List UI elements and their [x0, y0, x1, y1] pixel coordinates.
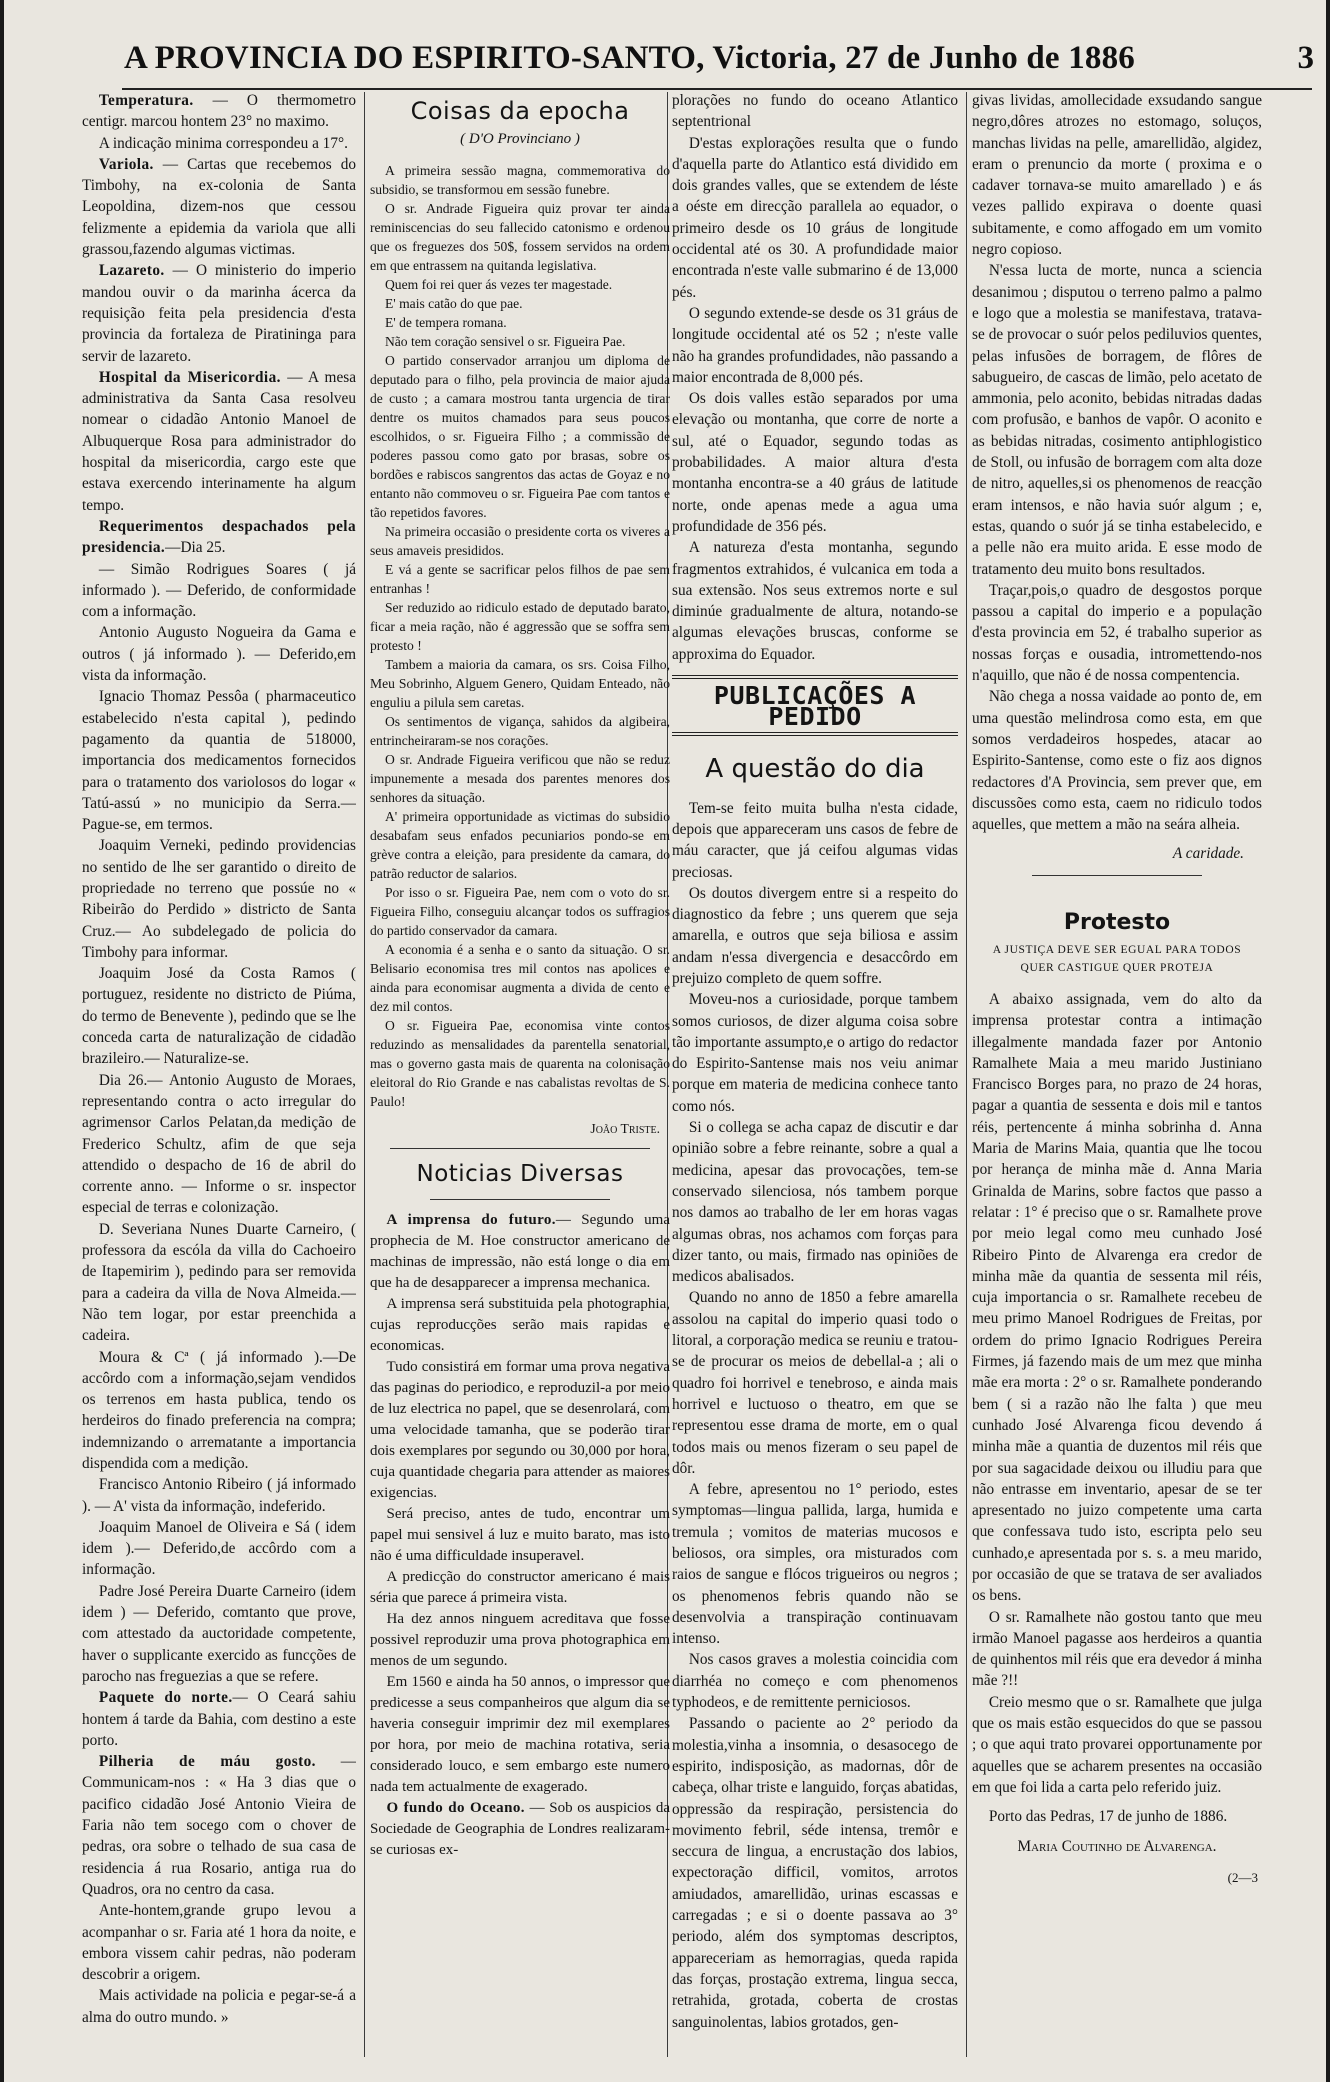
article-paragraph: Joaquim Manoel de Oliveira e Sá ( idem idem ).— Deferido,de accôrdo com a informação.: [82, 1518, 356, 1579]
article-text: — O Ceará sahiu hontem á tarde da Bahia, com destino a este porto.: [82, 1689, 356, 1749]
article-paragraph: Joaquim José da Costa Ramos ( portuguez, residente no districto de Piúma, do termo de Benevente ), pedindo que se lhe conceda carta de naturalização de cidadão brazileiro.— Naturalize-se.: [82, 965, 356, 1068]
article-paragraph: A primeira sessão magna, commemorativa do subsidio, se transformou em sessão funebre.: [370, 163, 670, 197]
article-paquete: [82, 1687, 356, 1751]
section-title: Noticias Diversas: [416, 1161, 624, 1187]
article-imprensa: [370, 1210, 670, 1294]
article-paragraph: Os doutos divergem entre si a respeito do diagnostico da febre ; uns querem que seja amarella, e outros que seja biliosa e assim andam n'essa divergencia e desaccôrdo em prejuizo completo de quem soffre.: [672, 884, 958, 987]
article-paragraph: D. Severiana Nunes Duarte Carneiro, ( professora da escóla da villa do Cachoeiro de Itapemirim ), pedindo para ser removida para a cadeira da villa de Nova Almeida.—Não tem logar, por estar preenchida a cadeira.: [82, 1220, 356, 1345]
section-title: Protesto: [1063, 909, 1171, 935]
article-text: — Communicam-nos : « Ha 3 dias que o pacifico cidadão José Antonio Vieira de Faria não tem socego com o chover de pedras, ora sobre o telhado de sua casa de residencia á rua Rosario, antiga rua do Quadros, ora no centro da casa.: [82, 1753, 356, 1898]
article-heading: Variola.: [98, 155, 154, 173]
article-paragraph: E vá a gente se sacrificar pelos filhos de pae sem entranhas !: [370, 562, 670, 596]
signature: Maria Coutinho de Alvarenga.: [1017, 1837, 1217, 1855]
article-paragraph: A natureza d'esta montanha, segundo fragmentos extrahidos, é vulcanica em toda a sua extensão. Nos seus extremos norte e sul diminúe gradualmente de altura, notando-se algumas elevações bruscas, conforme se approxima do Equador.: [672, 539, 958, 663]
epigraph-line: A JUSTIÇA DEVE SER EGUAL PARA TODOS: [992, 943, 1242, 956]
article-paragraph: givas lividas, amollecidade exsudando sangue negro,dôres atrozes no estomago, soluços, manchas lividas na pelle, amarellidão, algidez, eram o prenuncio da morte ( proxima e o cadaver tornava-se muito amarellado ) e ás vezes pallido expirava o doente quasi subitamente, e como affogado em um vomito negro copioso.: [972, 92, 1262, 259]
article-paragraph: Os sentimentos de vigança, sahidos da algibeira, entrincheiraram-se nos corações.: [370, 714, 670, 748]
article-paragraph: Ante-hontem,grande grupo levou a acompanhar o sr. Faria até 1 hora da noite, e embora vissem cahir pedras, não poderam descobrir a origem.: [82, 1902, 356, 1984]
article-paragraph: Nos casos graves a molestia coincidia com diarrhéa no começo e com phenomenos typhodeos, e de remittente perniciosos.: [672, 1651, 958, 1712]
section-title: A questão do dia: [705, 753, 925, 784]
article-lazareto: [82, 260, 356, 366]
article-paragraph: A economia é a senha e o santo da situação. O sr. Belisario economisa tres mil contos nas apolices e ainda para economisar augmenta a divida de cento e dez mil contos.: [370, 942, 670, 1014]
column-4: [972, 90, 1262, 2060]
article-paragraph: Ignacio Thomaz Pessôa ( pharmaceutico estabelecido n'esta capital ), pedindo pagamento da quantia de 518000, importancia dos medicamentos fornecidos para o tratamento dos variolosos do logar « Tatú-assú » no municipio da Serra.— Pague-se, em termos.: [82, 688, 356, 834]
masthead-title: A PROVINCIA DO ESPIRITO-SANTO, Victoria, 27 de Junho de 1886: [124, 40, 1136, 76]
article-text: — O ministerio do imperio mandou ouvir o da marinha ácerca da requisição feita pela presidencia d'esta provincia da fortaleza de Piratininga para servir de lazareto.: [82, 262, 356, 365]
article-paragraph: Quando no anno de 1850 a febre amarella assolou na capital do imperio quasi todo o litoral, a corporação medica se reuniu e tratou-se de procurar os meios de debellal-a ; ali o quadro foi horrivel e tenebroso, e ainda mais horrivel e luctuoso o theatro, em que se representou esse drama de morte, em o qual todos mais ou menos fizeram o seu papel de dôr.: [672, 1289, 958, 1477]
article-paragraph: Tem-se feito muita bulha n'esta cidade, depois que appareceram uns casos de febre de máu caracter, que já ceifou algumas vidas preciosas.: [672, 799, 958, 881]
article-paragraph: Creio mesmo que o sr. Ramalhete que julga que os mais estão esquecidos do que se passou ; o que aqui trato provarei opportunamente por aquelles que se acharem presentes na occasião em que foi lida a carta pelo referido juiz.: [972, 1693, 1262, 1796]
column-rule: [364, 92, 365, 2057]
article-heading: Lazareto.: [98, 262, 165, 280]
article-heading: Paquete do norte.: [98, 1689, 233, 1707]
article-paragraph: A predicção do constructor americano é mais séria que parece á primeira vista.: [370, 1569, 670, 1606]
section-divider: [430, 1199, 610, 1200]
article-pilheria: [82, 1751, 356, 1900]
article-paragraph: D'estas explorações resulta que o fundo d'aquella parte do Atlantico está dividido em dois grandes valles, que se extendem de léste a oéste em direcção parallela ao equador, o primeiro desde os 10 gráus de longitude occidental até os 30. A profundidade maior encontrada n'este valle submarino é de 13,000 pés.: [672, 134, 958, 301]
article-paragraph: O segundo extende-se desde os 31 gráus de longitude occidental até os 52 ; n'este valle não ha grandes profundidades, não passando a maior encontrada de 8,000 pés.: [672, 304, 958, 386]
noticias-body: [370, 1210, 670, 1861]
article-dateline: Porto das Pedras, 17 de junho de 1886.: [988, 1808, 1228, 1826]
article-paragraph: Mais actividade na policia e pegar-se-á a alma do outro mundo. »: [82, 1987, 356, 2026]
article-fundo: [370, 1798, 670, 1861]
page-header: [124, 32, 1314, 90]
article-paragraph: Não tem coração sensivel o sr. Figueira Pae.: [384, 334, 626, 349]
article-paragraph: Tambem a maioria da camara, os srs. Coisa Filho, Meu Sobrinho, Alguem Genero, Quidam Enteado, não enguliu a pilula sem caretas.: [370, 657, 670, 710]
article-text: — A mesa administrativa da Santa Casa resolveu nomear o cidadão Antonio Manoel de Albuquerque Rosa para administrador do hospital da misericordia, cargo este que estava exercendo interinamente ha algum tempo.: [82, 368, 356, 514]
insertion-mark: (2—3: [1227, 1869, 1258, 1885]
article-variola: [82, 154, 356, 260]
section-divider: [390, 1148, 650, 1149]
page-number: 3: [1297, 40, 1314, 76]
article-text: — Sob os auspicios da Sociedade de Geographia de Londres realizaram-se curiosas ex-: [370, 1800, 670, 1858]
article-heading: Pilheria de máu gosto.: [98, 1753, 316, 1771]
article-heading: Requerimentos despachados pela presidencia.: [82, 517, 356, 557]
article-text: — Segundo uma prophecia de M. Hoe constructor americano de machinas de impressão, não está longe o dia em que ha de desapparecer a imprensa mechanica.: [370, 1212, 670, 1291]
article-paragraph: Moura & Cª ( já informado ).—De accôrdo com a informação,sejam vendidos os terrenos em hasta publica, tendo os herdeiros do finado preferencia na compra; indemnizando o arrematante a importancia dispendida com a medição.: [82, 1348, 356, 1472]
article-paragraph: plorações no fundo do oceano Atlantico septentrional: [672, 92, 958, 131]
article-paragraph: Antonio Augusto Nogueira da Gama e outros ( já informado ). — Deferido,em vista da informação.: [82, 624, 356, 685]
article-heading: A imprensa do futuro.: [386, 1212, 556, 1228]
article-paragraph: Quem foi rei quer ás vezes ter magestade.: [384, 277, 613, 292]
article-text: — Cartas que recebemos do Timbohy, na ex-colonia de Santa Leopoldina, dizem-nos que cessou felizmente a epidemia da variola que alli grassou,fazendo algumas victimas.: [82, 155, 356, 259]
article-paragraph: Traçar,pois,o quadro de desgostos porque passou a capital do imperio e a população d'esta provincia em 52, é trabalho superior as nossas forças e ousadia, intromettendo-nos n'aquillo, que não é de nossa compentencia.: [972, 581, 1262, 685]
article-paragraph: Ser reduzido ao ridiculo estado de deputado barato, ficar a meia ração, não é aggressão que se soffra sem protesto !: [370, 600, 670, 653]
column-1: [82, 90, 356, 2060]
article-paragraph: Por isso o sr. Figueira Pae, nem com o voto do sr. Figueira Filho, conseguiu alcançar todos os suffragios do partido conservador da camara.: [370, 885, 670, 938]
signature: João Triste.: [590, 1121, 660, 1136]
article-text: — O thermometro centigr. marcou hontem 23° no maximo.: [82, 92, 356, 131]
article-paragraph: Não chega a nossa vaidade ao ponto de, em uma questão melindrosa como esta, em que somos verdadeiros hospedes, atacar ao Espirito-Santense, como este o fiz aos dignos redactores d'A Provincia, sem prever que, em discussões como esta, caem no ridiculo todos aquelles, que mettem a mão na seára alheia.: [972, 688, 1262, 834]
section-subtitle: ( D'O Provinciano ): [460, 131, 580, 147]
article-paragraph: Passando o paciente ao 2° periodo da molestia,vinha a insomnia, o desasocego de espirito, indisposição, as madornas, dôr de cabeça, olhar triste e languido, forças abatidas, oppressão da respiração, persistencia do movimento febril, séde intensa, tremôr e seccura de lingua, a encrustação dos labios, expectoração difficil, vomitos, arrotos amiudados, amarellidão, urinas escassas e carregadas ; e si o doente passava ao 3° periodo, além dos symptomas descriptos, appareceriam as hemorragias, queda rapida das forças, prostação extrema, lingua secca, retrahida, grotada, coberta de crostas sanguinolentas, labios grotados, gen-: [672, 1715, 958, 2031]
section-title: Coisas da epocha: [410, 97, 630, 125]
newspaper-page: [4, 0, 1326, 2082]
epigraph: [972, 941, 1262, 977]
article-paragraph: A abaixo assignada, vem do alto da imprensa protestar contra a intimação illegalmente mandada fazer por Antonio Ramalhete Maia a meu marido Justiniano Francisco Borges para, no prazo de 24 horas, pagar a quantia de sessenta e dois mil e tantos réis, pertencente á minha sobrinha d. Anna Maria de Marins Maia, quantia que lhe tocou por herança de minha mãe d. Anna Maria Grinalda de Marins, sobre factos que passo a relatar : 1° é preciso que o sr. Ramalhete prove por meio legal como meu cunhado José Ribeiro Pinto de Alvarenga era credor de minha mãe da quantia de sessenta mil réis, cuja importancia o sr. Ramalhete recebeu de meu primo Manoel Rodrigues de Freitas, por ordem do primo Ignacio Rodrigues Pereira Firmes, já fazendo mais de um mez que minha mãe era morta : 2° o sr. Ramalhete ponderando bem ( si a razão não lhe falta ) que meu cunhado José Alvarenga ficou devendo á minha mãe a quantia de duzentos mil réis que por sua sagacidade deixou ou illudiu para que não entrasse em inventario, apesar de se ter apresentado no juizo competente uma carta que confessava tudo isto, escripta pelo seu cunhado,e apresentada por s. s. a meu marido, por occasião de que se tratava de ser avaliados os bens.: [972, 990, 1262, 1605]
article-paragraph: Tudo consistirá em formar uma prova negativa das paginas do periodico, e reproduzil-a por meio de luz electrica no papel, que se desenrolará, com uma velocidade tamanha, que se poderão tirar dois exemplares por segundo ou 30,000 por hora, cuja quantidade chegaria para attender as maiores exigencias.: [370, 1359, 670, 1501]
article-paragraph: Em 1560 e ainda ha 50 annos, o impressor que predicesse a seus companheiros que algum dia se haveria conseguir imprimir dez mil exemplares por hora, por meio de machina rotativa, seria considerado louco, e sem embargo este numero nada tem actualmente de exagerado.: [370, 1674, 670, 1795]
article-paragraph: Na primeira occasião o presidente corta os viveres a seus amaveis presididos.: [370, 524, 670, 558]
column-3: [672, 90, 958, 2060]
article-paragraph: O partido conservador arranjou um diploma de deputado para o filho, pela provincia de maior ajuda de custo ; a camara mostrou tanta urgencia de tirar dentre os muitos chamados para seus poucos escolhidos, o sr. Figueira Filho ; a commissão de poderes passou como gato por brasas, sobre os bordões e rabiscos sangrentos das actas de Goyaz e no entanto não commoveu o sr. Figueira Pae com tantos e tão repetidos favores.: [370, 353, 670, 520]
publicacoes-a-pedido-banner: PUBLICAÇÕES A PEDIDO: [672, 675, 958, 736]
article-heading: Hospital da Misericordia.: [98, 368, 281, 386]
article-paragraph: N'essa lucta de morte, nunca a sciencia desanimou ; disputou o terreno palmo a palmo e logo que a molestia se manifestava, tratava-se de provocar o suór pelos pediluvios quentes, pelas infusões de borragem, de flôres de sabugueiro, de cascas de limão, pelo acetato de ammonia, pelo aconito, bebidas nitradas dadas com profusão, e banhos de vapôr. O aconito e as bebidas nitradas, cosimento antiphlogistico de Stoll, ou infusão de borragem com alta doze de nitro, aquelles,si os phenomenos de reacção eram intensos, e não havia suór algum ; e, estas, quando o suór já se tinha estabelecido, e a pelle não era muito arida. E esse modo de tratamento deu muito bons resultados.: [972, 262, 1262, 578]
article-paragraph: Moveu-nos a curiosidade, porque tambem somos curiosos, de dizer alguma coisa sobre tão importante assumpto,e o artigo do redactor do Espirito-Santense mais nos veiu animar porque em materia de medicina conhece tanto como nós.: [672, 991, 958, 1115]
article-paragraph: Será preciso, antes de tudo, encontrar um papel mui sensivel á luz e muito barato, mas isto não é uma difficuldade insuperavel.: [370, 1506, 670, 1564]
section-divider: [1032, 875, 1202, 876]
article-paragraph: E' mais catão do que pae.: [384, 296, 523, 311]
article-heading: O fundo do Oceano.: [386, 1800, 525, 1816]
article-paragraph: A indicação minima correspondeu a 17°.: [98, 134, 348, 152]
article-paragraph: Francisco Antonio Ribeiro ( já informado ). — A' vista da informação, indeferido.: [82, 1476, 356, 1515]
article-paragraph: A imprensa será substituida pela photographia, cujas reproducções serão mais rapidas e economicas.: [370, 1296, 670, 1354]
article-paragraph: O sr. Andrade Figueira quiz provar ter ainda reminiscencias do seu fallecido catonismo e ordenou que os freguezes dos 50$, fossem servidos na ordem em que entrassem na quitanda legislativa.: [370, 201, 670, 273]
article-paragraph: Padre José Pereira Duarte Carneiro (idem idem ) — Deferido, comtanto que prove, com attestado da auctoridade competente, haver o supplicante exercido as funcções de parocho nas freguezias a que se refere.: [82, 1582, 356, 1685]
article-paragraph: Si o collega se acha capaz de discutir e dar opinião sobre a febre reinante, sobre a qual a medicina, apesar das provocações, tem-se conservado silenciosa, nós tambem porque nos damos ao trabalho de ler em horas vagas algumas obras, nos achamos com forças para dizer tanto, ou mais, firmado nas opiniões de medicos abalisados.: [672, 1119, 958, 1286]
article-paragraph: — Simão Rodrigues Soares ( já informado ). — Deferido, de conformidade com a informação.: [82, 560, 356, 621]
article-paragraph: Ha dez annos ninguem acreditava que fosse possivel reproduzir uma prova photographica em menos de um segundo.: [370, 1611, 670, 1669]
signature: A caridade.: [1172, 845, 1244, 863]
article-requerimentos: [82, 516, 356, 559]
article-paragraph: A febre, apresentou no 1° periodo, estes symptomas—lingua pallida, larga, humida e tremula ; vomitos de materias mucosos e beliosos, ora simples, ora misturados com raios de sangue e flócos trigueiros ou negros ; os phenomenos febris quando não se desenvolvia a transpiração continuavam intenso.: [672, 1481, 958, 1648]
article-paragraph: O sr. Figueira Pae, economisa vinte contos reduzindo as mensalidades da parentella senatorial, mas o governo gasta mais de quarenta na colonisação eleitoral do Rio Grande e nas cabalistas revoltas de S. Paulo!: [370, 1018, 670, 1109]
article-paragraph: A' primeira opportunidade as victimas do subsidio desabafam seus enfados pecuniarios pondo-se em grève contra a eleição, para presidente da camara, do patrão reductor de salarios.: [370, 809, 670, 881]
article-paragraph: Dia 26.— Antonio Augusto de Moraes, representando contra o acto irregular do agrimensor Carlos Pelatan,da medição de Frederico Schultz, afim de que seja attendido o despacho de 16 de abril do corrente anno. — Informe o sr. inspector especial de terras e colonização.: [82, 1071, 356, 1217]
article-paragraph: E' de tempera romana.: [384, 315, 507, 330]
column-2: [370, 90, 670, 2060]
epigraph-line: QUER CASTIGUE QUER PROTEJA: [1020, 961, 1214, 974]
article-heading: Temperatura.: [98, 92, 194, 109]
article-paragraph: O sr. Ramalhete não gostou tanto que meu irmão Manoel pagasse aos herdeiros a quantia de quinhentos mil réis que era devedor á minha mãe ?!!: [972, 1608, 1262, 1690]
article-paragraph: Joaquim Verneki, pedindo providencias no sentido de lhe ser garantido o direito de propriedade no terreno que possúe no « Ribeirão do Perdido » districto de Santa Cruz.— Ao subdelegado de policia do Timbohy para informar.: [82, 837, 356, 961]
article-paragraph: O sr. Andrade Figueira verificou que não se reduz impunemente a mesada dos parentes menores dos senhores da situação.: [370, 752, 670, 805]
article-text: —Dia 25.: [165, 539, 226, 557]
article-temperatura: [82, 90, 356, 133]
article-paragraph: Os dois valles estão separados por uma elevação ou montanha, que corre de norte a sul, até o Equador, segundo todas as probabilidades. A maior altura d'esta montanha encontra-se a 40 gráus de latitude norte, onde apenas mede a agua uma profundidade de 356 pés.: [672, 390, 958, 535]
column-rule: [966, 92, 967, 2057]
article-hospital: [82, 367, 356, 516]
